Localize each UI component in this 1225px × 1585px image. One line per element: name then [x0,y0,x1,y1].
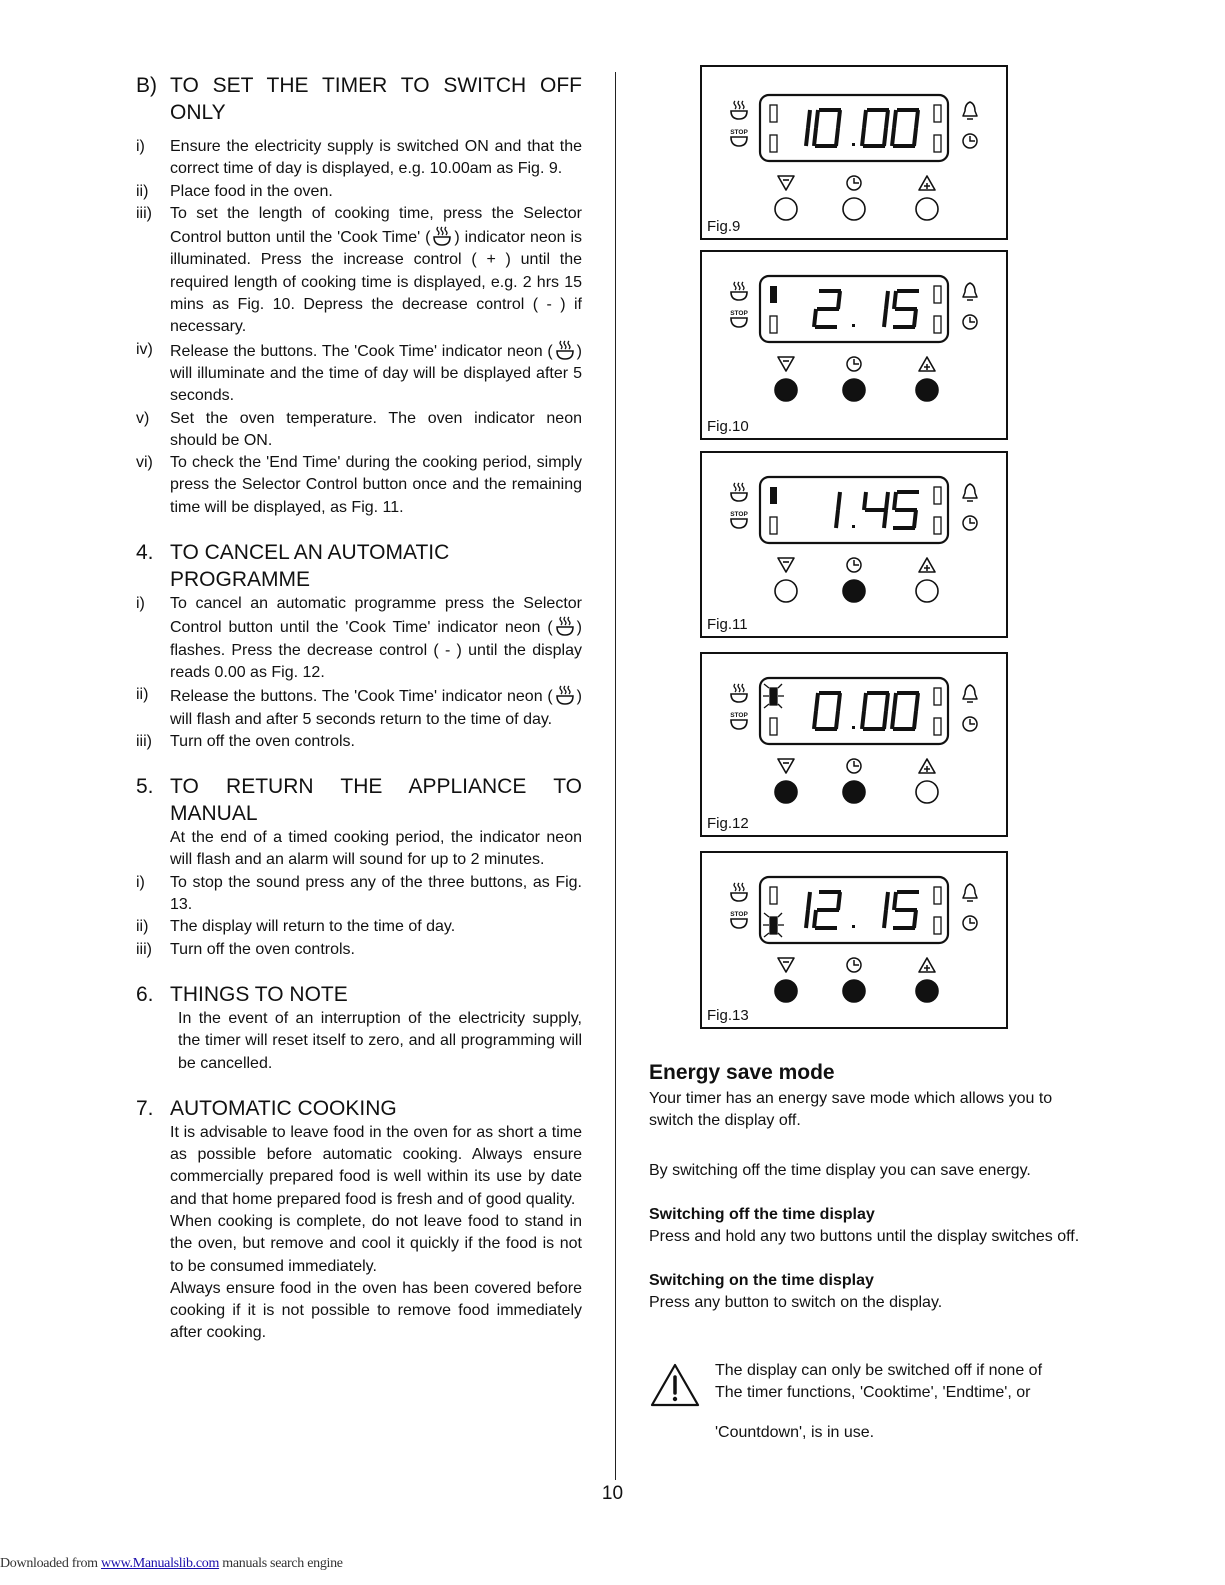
section-7-paragraph-1: It is advisable to leave food in the oven for as short a time as possible before automatic cooking. Always ensure commercially prepared food is well within its use by date and that home prepared food is fresh and of good quality. [170,1123,582,1208]
display-segment [914,912,916,926]
section-4-heading [136,539,582,566]
bell-alarm-icon [963,685,977,702]
timer-diagram [702,654,1006,835]
item-text: Place food in the oven. [170,182,333,200]
bell-alarm-icon [963,484,977,501]
switching-on-heading: Switching on the time display [649,1272,874,1289]
item-text: Turn off the oven controls. [170,732,355,750]
clock-icon [847,958,861,972]
cook-time-neon-icon [555,615,575,637]
increase-icon [919,357,935,371]
cook-time-icon [731,483,747,501]
display-segment [886,695,888,709]
display-segment [884,713,886,727]
section-7-heading [136,1095,582,1122]
indicator-neon-bottom-left [770,517,777,534]
display-segment [894,894,896,908]
display-segment [862,130,864,144]
section-5-heading [136,773,582,800]
switching-on-text: Press any button to switch on the display. [649,1294,943,1311]
item-text: To check the 'End Time' during the cooking period, simply press the Selector Control button once and the remaining time will be displayed, as Fig. 11. [170,454,582,516]
item-text: Release the buttons. The 'Cook Time' indicator neon ( ) will flash and after 5 seconds return to the time of day. [170,684,582,731]
display-segment [806,912,808,926]
item-numeral: v) [136,409,150,427]
display-segment [808,894,810,908]
display-segment [894,494,896,508]
end-time-stop-icon [730,129,748,146]
section-4-number: 4. [136,541,154,565]
emphasis-do-not: do not [371,1212,418,1230]
svg-text:STOP: STOP [730,712,748,719]
indicator-neon-top-right [934,487,941,504]
lcd-digits [814,291,917,327]
selector-button [843,379,865,401]
section-b-item-2 [136,181,582,203]
display-segment [838,293,840,307]
cook-time-icon [731,101,747,119]
download-footer [0,1556,343,1572]
display-segment [864,494,866,508]
display-segment [914,130,916,144]
display-segment [916,695,918,709]
section-6-heading [136,981,582,1008]
selector-button [843,580,865,602]
section-5-item-1 [136,872,582,917]
decrease-icon [778,558,794,572]
decrease-button [775,980,797,1002]
lcd-digits [806,110,918,146]
figure-label: Fig.10 [707,418,749,435]
decrease-button [775,580,797,602]
display-segment [894,293,896,307]
cook-time-icon [731,684,747,702]
end-time-stop-icon [730,712,748,729]
section-5-title-line2: MANUAL [170,802,258,826]
svg-text:STOP: STOP [730,310,748,317]
section-b-heading [136,72,582,99]
section-4-title-line2: PROGRAMME [170,568,311,592]
decrease-button [775,379,797,401]
item-numeral: i) [136,138,145,155]
item-text: Set the oven temperature. The oven indicator neon should be ON. [170,409,582,449]
warning-note [649,1360,1095,1444]
section-b-item-1 [136,136,582,181]
indicator-neon-bottom-right [934,517,941,534]
display-segment [894,112,896,126]
indicator-neon-top-left [770,487,777,504]
right-column [649,1060,1095,1444]
timer-diagram [702,67,1006,238]
energy-save-heading: Energy save mode [649,1061,835,1084]
increase-icon [919,176,935,190]
lcd-digits [814,693,918,729]
item-numeral: i) [136,873,145,891]
column-divider [615,72,616,1480]
display-segment [816,112,818,126]
selector-button [843,781,865,803]
svg-text:STOP: STOP [730,911,748,918]
indicator-neon-top-right [934,286,941,303]
decrease-icon [778,958,794,972]
section-5-title-line1: TO RETURN THE APPLIANCE TO [170,775,582,799]
clock-icon [847,357,861,371]
display-segment [914,512,916,526]
figure-10-panel [700,250,1008,440]
section-4-item-3 [136,731,582,753]
warning-line-3: 'Countdown', is in use. [715,1424,875,1441]
display-segment [816,695,818,709]
figure-12-panel [700,652,1008,837]
clock-icon [963,315,977,329]
indicator-neon-bottom-left [770,135,777,152]
section-b-item-5 [136,408,582,453]
item-text: To set the length of cooking time, press the Selector Control button until the 'Cook Time' ( ) indicator neon is illuminated. Press the increase control ( + ) until the required length of cooking time is displayed, e.g. 2 hrs 15 mins as Fig. 10. Depress the decrease control ( - ) if necessary. [170,204,582,336]
svg-text:STOP: STOP [730,511,748,518]
cook-time-icon [731,282,747,300]
lcd-display-window [760,477,948,543]
svg-text:STOP: STOP [730,129,748,136]
figure-13-panel [700,851,1008,1029]
footer-prefix: Downloaded from [0,1556,98,1571]
clock-icon [847,176,861,190]
timer-diagram [702,453,1006,636]
item-numeral: ii) [136,182,149,200]
indicator-neon-top-left [770,286,777,303]
indicator-neon-top-right [934,887,941,904]
indicator-neon-bottom-right [934,917,941,934]
cook-time-neon-icon [555,684,575,706]
item-text: Ensure the electricity supply is switched ON and that the correct time of day is displayed, e.g. 10.00am as Fig. 9. [170,138,582,178]
figure-label: Fig.13 [707,1007,749,1024]
item-numeral: iii) [136,732,152,750]
section-7-paragraph-3: Always ensure food in the oven has been covered before cooking if it is not possible to remove food immediately after cooking. [170,1279,582,1342]
item-numeral: iv) [136,340,153,358]
increase-button [916,580,938,602]
item-numeral: iii) [136,940,152,958]
figure-9-panel [700,65,1008,240]
section-b-item-4 [136,339,582,408]
display-segment [914,311,916,325]
energy-save-paragraph-1: Your timer has an energy save mode which allows you to switch the display off. [649,1090,1053,1129]
section-5-item-3 [136,939,582,961]
item-numeral: vi) [136,454,153,472]
manualslib-link[interactable]: www.Manualslib.com [100,1556,220,1571]
item-numeral: ii) [136,686,149,704]
display-segment [836,512,838,526]
display-segment [806,130,808,144]
display-segment [864,112,866,126]
item-numeral: iii) [136,204,152,222]
clock-icon [963,516,977,530]
bell-alarm-icon [963,884,977,901]
figure-11-panel [700,451,1008,638]
left-column [136,72,582,1345]
indicator-neon-top-left [770,105,777,122]
section-b-heading-cont [136,99,582,126]
section-7-paragraph-2: When cooking is complete, do not leave food to stand in the oven, but remove and cool it quickly if the food is not to be consumed immediately. [170,1212,583,1275]
indicator-neon-bottom-right [934,316,941,333]
increase-button [916,198,938,220]
decrease-icon [778,357,794,371]
display-segment [886,293,888,307]
indicator-neon-bottom-right [934,135,941,152]
display-segment [864,695,866,709]
display-segment [884,512,886,526]
item-text: Turn off the oven controls. [170,940,355,958]
indicator-neon-bottom-left [770,718,777,735]
display-segment [838,112,840,126]
display-segment [838,695,840,709]
indicator-neon-bottom-left [763,913,784,937]
section-4-heading-cont [136,566,582,593]
display-segment [884,130,886,144]
decrease-icon [778,759,794,773]
section-b-title-line1: TO SET THE TIMER TO SWITCH OFF [170,74,582,97]
warning-triangle-icon [649,1360,707,1444]
energy-save-paragraph-2: By switching off the time display you can save energy. [649,1162,1031,1179]
indicator-neon-top-right [934,688,941,705]
timer-diagram [702,853,1006,1027]
increase-icon [919,958,935,972]
indicator-neon-bottom-left [770,316,777,333]
cook-time-neon-icon [432,225,452,247]
item-text: The display will return to the time of day. [170,918,456,936]
display-segment [916,112,918,126]
display-segment [884,311,886,325]
bell-alarm-icon [963,283,977,300]
decrease-icon [778,176,794,190]
display-segment [836,713,838,727]
clock-icon [847,759,861,773]
section-5-item-2 [136,916,582,938]
display-segment [838,894,840,908]
end-time-stop-icon [730,911,748,928]
section-6-paragraph: In the event of an interruption of the electricity supply, the timer will reset itself to zero, and all programming will be cancelled. [178,1009,582,1072]
display-segment [862,713,864,727]
warning-line-1: The display can only be switched off if none of [715,1362,1043,1379]
item-numeral: i) [136,595,145,613]
section-b-item-3 [136,203,582,339]
item-text: To stop the sound press any of the three buttons, as Fig. 13. [170,873,582,914]
lcd-display-window [760,678,948,744]
clock-icon [963,916,977,930]
end-time-stop-icon [730,310,748,327]
warning-line-2: The timer functions, 'Cooktime', 'Endtime', or [715,1384,1031,1401]
display-segment [886,894,888,908]
display-segment [892,130,894,144]
selector-button [843,198,865,220]
display-segment [814,713,816,727]
lcd-display-window [760,276,948,342]
section-7-number: 7. [136,1096,154,1120]
item-numeral: ii) [136,918,149,936]
section-b-item-6 [136,452,582,519]
section-7-title: AUTOMATIC COOKING [170,1096,397,1120]
lcd-display-window [760,95,948,161]
increase-icon [919,759,935,773]
increase-icon [919,558,935,572]
clock-icon [963,134,977,148]
section-4-item-1 [136,593,582,684]
footer-suffix: manuals search engine [219,1556,343,1571]
increase-button [916,781,938,803]
figure-label: Fig.12 [707,815,749,832]
figure-label: Fig.9 [707,218,741,235]
increase-button [916,980,938,1002]
section-6-number: 6. [136,982,154,1006]
lcd-digits [836,492,917,528]
section-4-item-2 [136,684,582,731]
display-segment [814,130,816,144]
display-segment [886,112,888,126]
display-segment [836,130,838,144]
figure-label: Fig.11 [707,616,748,633]
section-5-heading-cont [136,800,582,827]
display-segment [884,912,886,926]
switching-off-heading: Switching off the time display [649,1206,875,1223]
section-6-title: THINGS TO NOTE [170,982,348,1006]
display-segment [914,713,916,727]
page-number: 10 [601,1483,624,1504]
item-text: Release the buttons. The 'Cook Time' indicator neon ( ) will illuminate and the time of day will be displayed after 5 seconds. [170,339,582,408]
indicator-neon-top-left [763,684,784,708]
indicator-neon-bottom-right [934,718,941,735]
timer-diagram [702,252,1006,438]
lcd-digits [806,892,917,928]
increase-button [916,379,938,401]
selector-button [843,980,865,1002]
switching-off-text: Press and hold any two buttons until the display switches off. [649,1228,1080,1245]
section-b-title-line2: ONLY [170,101,226,124]
indicator-neon-top-right [934,105,941,122]
decrease-button [775,781,797,803]
section-4-title-line1: TO CANCEL AN AUTOMATIC [170,541,450,565]
display-segment [808,112,810,126]
decrease-button [775,198,797,220]
clock-icon [847,558,861,572]
display-segment [892,713,894,727]
end-time-stop-icon [730,511,748,528]
display-segment [886,494,888,508]
lcd-display-window [760,877,948,943]
display-segment [814,912,816,926]
display-segment [838,494,840,508]
display-segment [814,311,816,325]
item-text: To cancel an automatic programme press the Selector Control button until the 'Cook Time' indicator neon ( ) flashes. Press the decrease control ( - ) until the display reads 0.00 as Fig. 12. [170,595,582,681]
section-5-number: 5. [136,775,154,799]
indicator-neon-top-left [770,887,777,904]
cook-time-icon [731,883,747,901]
bell-alarm-icon [963,102,977,119]
clock-icon [963,717,977,731]
display-segment [894,695,896,709]
cook-time-neon-icon [555,339,575,361]
section-5-intro: At the end of a timed cooking period, the indicator neon will flash and an alarm will sound for up to 2 minutes. [170,829,582,869]
section-b-number: B) [136,74,157,97]
